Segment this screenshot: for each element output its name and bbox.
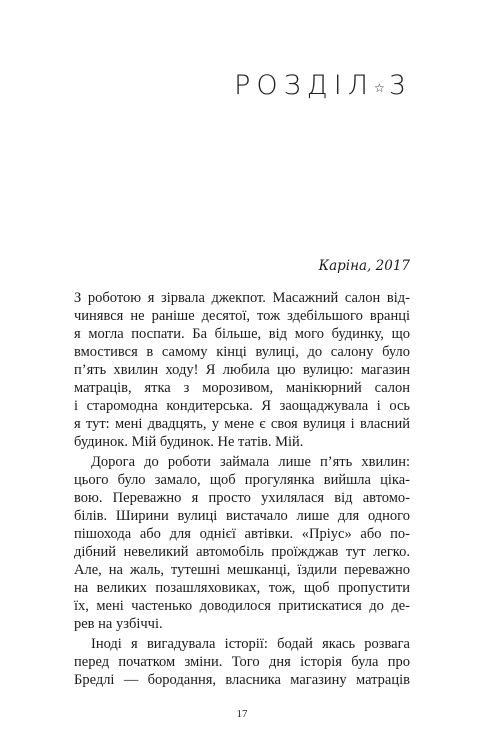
text-line: на великих позашляховиках, тож, щоб пропустити	[74, 580, 410, 596]
text-line: Іноді я вигадувала історії: бодай якась розвага	[91, 636, 410, 652]
text-line: перед початком зміни. Того дня історія була про	[74, 654, 410, 670]
text-line: З роботою я зірвала джекпот. Масажний салон від-	[74, 290, 410, 306]
text-line: їх, мені частенько доводилося притискатися до де-	[74, 598, 410, 614]
page-number: 17	[236, 708, 248, 720]
text-line: цього було замало, щоб прогулянка вийшла ціка-	[74, 472, 410, 488]
text-line: Дорога до роботи займала лише п’ять хвилин:	[91, 454, 410, 470]
text-line: я тут: мені двадцять, у мене є своя вулиця і власний	[74, 416, 410, 432]
chapter-heading	[234, 72, 412, 99]
text-line: вою. Переважно я просто ухилялася від автомо-	[74, 490, 410, 506]
text-line: дібний невеликий автомобіль проїжджав тут легко.	[74, 544, 410, 560]
text-line: я могла поспати. Ба більше, від мого будинку, що	[74, 326, 410, 342]
text-line: Бредлі — бородання, власника магазину матраців	[74, 672, 410, 688]
chapter-word: РОЗДІЛ	[234, 70, 375, 101]
chapter-number: 3	[388, 70, 412, 101]
text-line: пішохода або для однієї автівки. «Пріус» або по-	[74, 526, 410, 542]
text-line: чинявся не раніше десятої, тож здебільшого вранці	[74, 308, 410, 324]
text-line: п’ять хвилин ходу! Я любила цю вулицю: магазин	[74, 362, 410, 378]
text-line: білів. Ширини вулиці вистачало лише для одного	[74, 508, 410, 524]
text-line: рев на узбіччі.	[74, 616, 163, 632]
text-line: вмостився в самому кінці вулиці, до салону було	[74, 344, 410, 360]
text-line: і старомодна кондитерська. Я заощаджувала і ось	[74, 398, 410, 414]
star-icon: ☆	[374, 80, 385, 95]
text-line: Але, на жаль, тутешні мешканці, їздили переважно	[74, 562, 410, 578]
text-line: будинок. Мій будинок. Не татів. Мій.	[74, 434, 304, 450]
text-line: матраців, ятка з морозивом, манікюрний салон	[74, 380, 410, 396]
dateline: Каріна, 2017	[318, 258, 410, 274]
